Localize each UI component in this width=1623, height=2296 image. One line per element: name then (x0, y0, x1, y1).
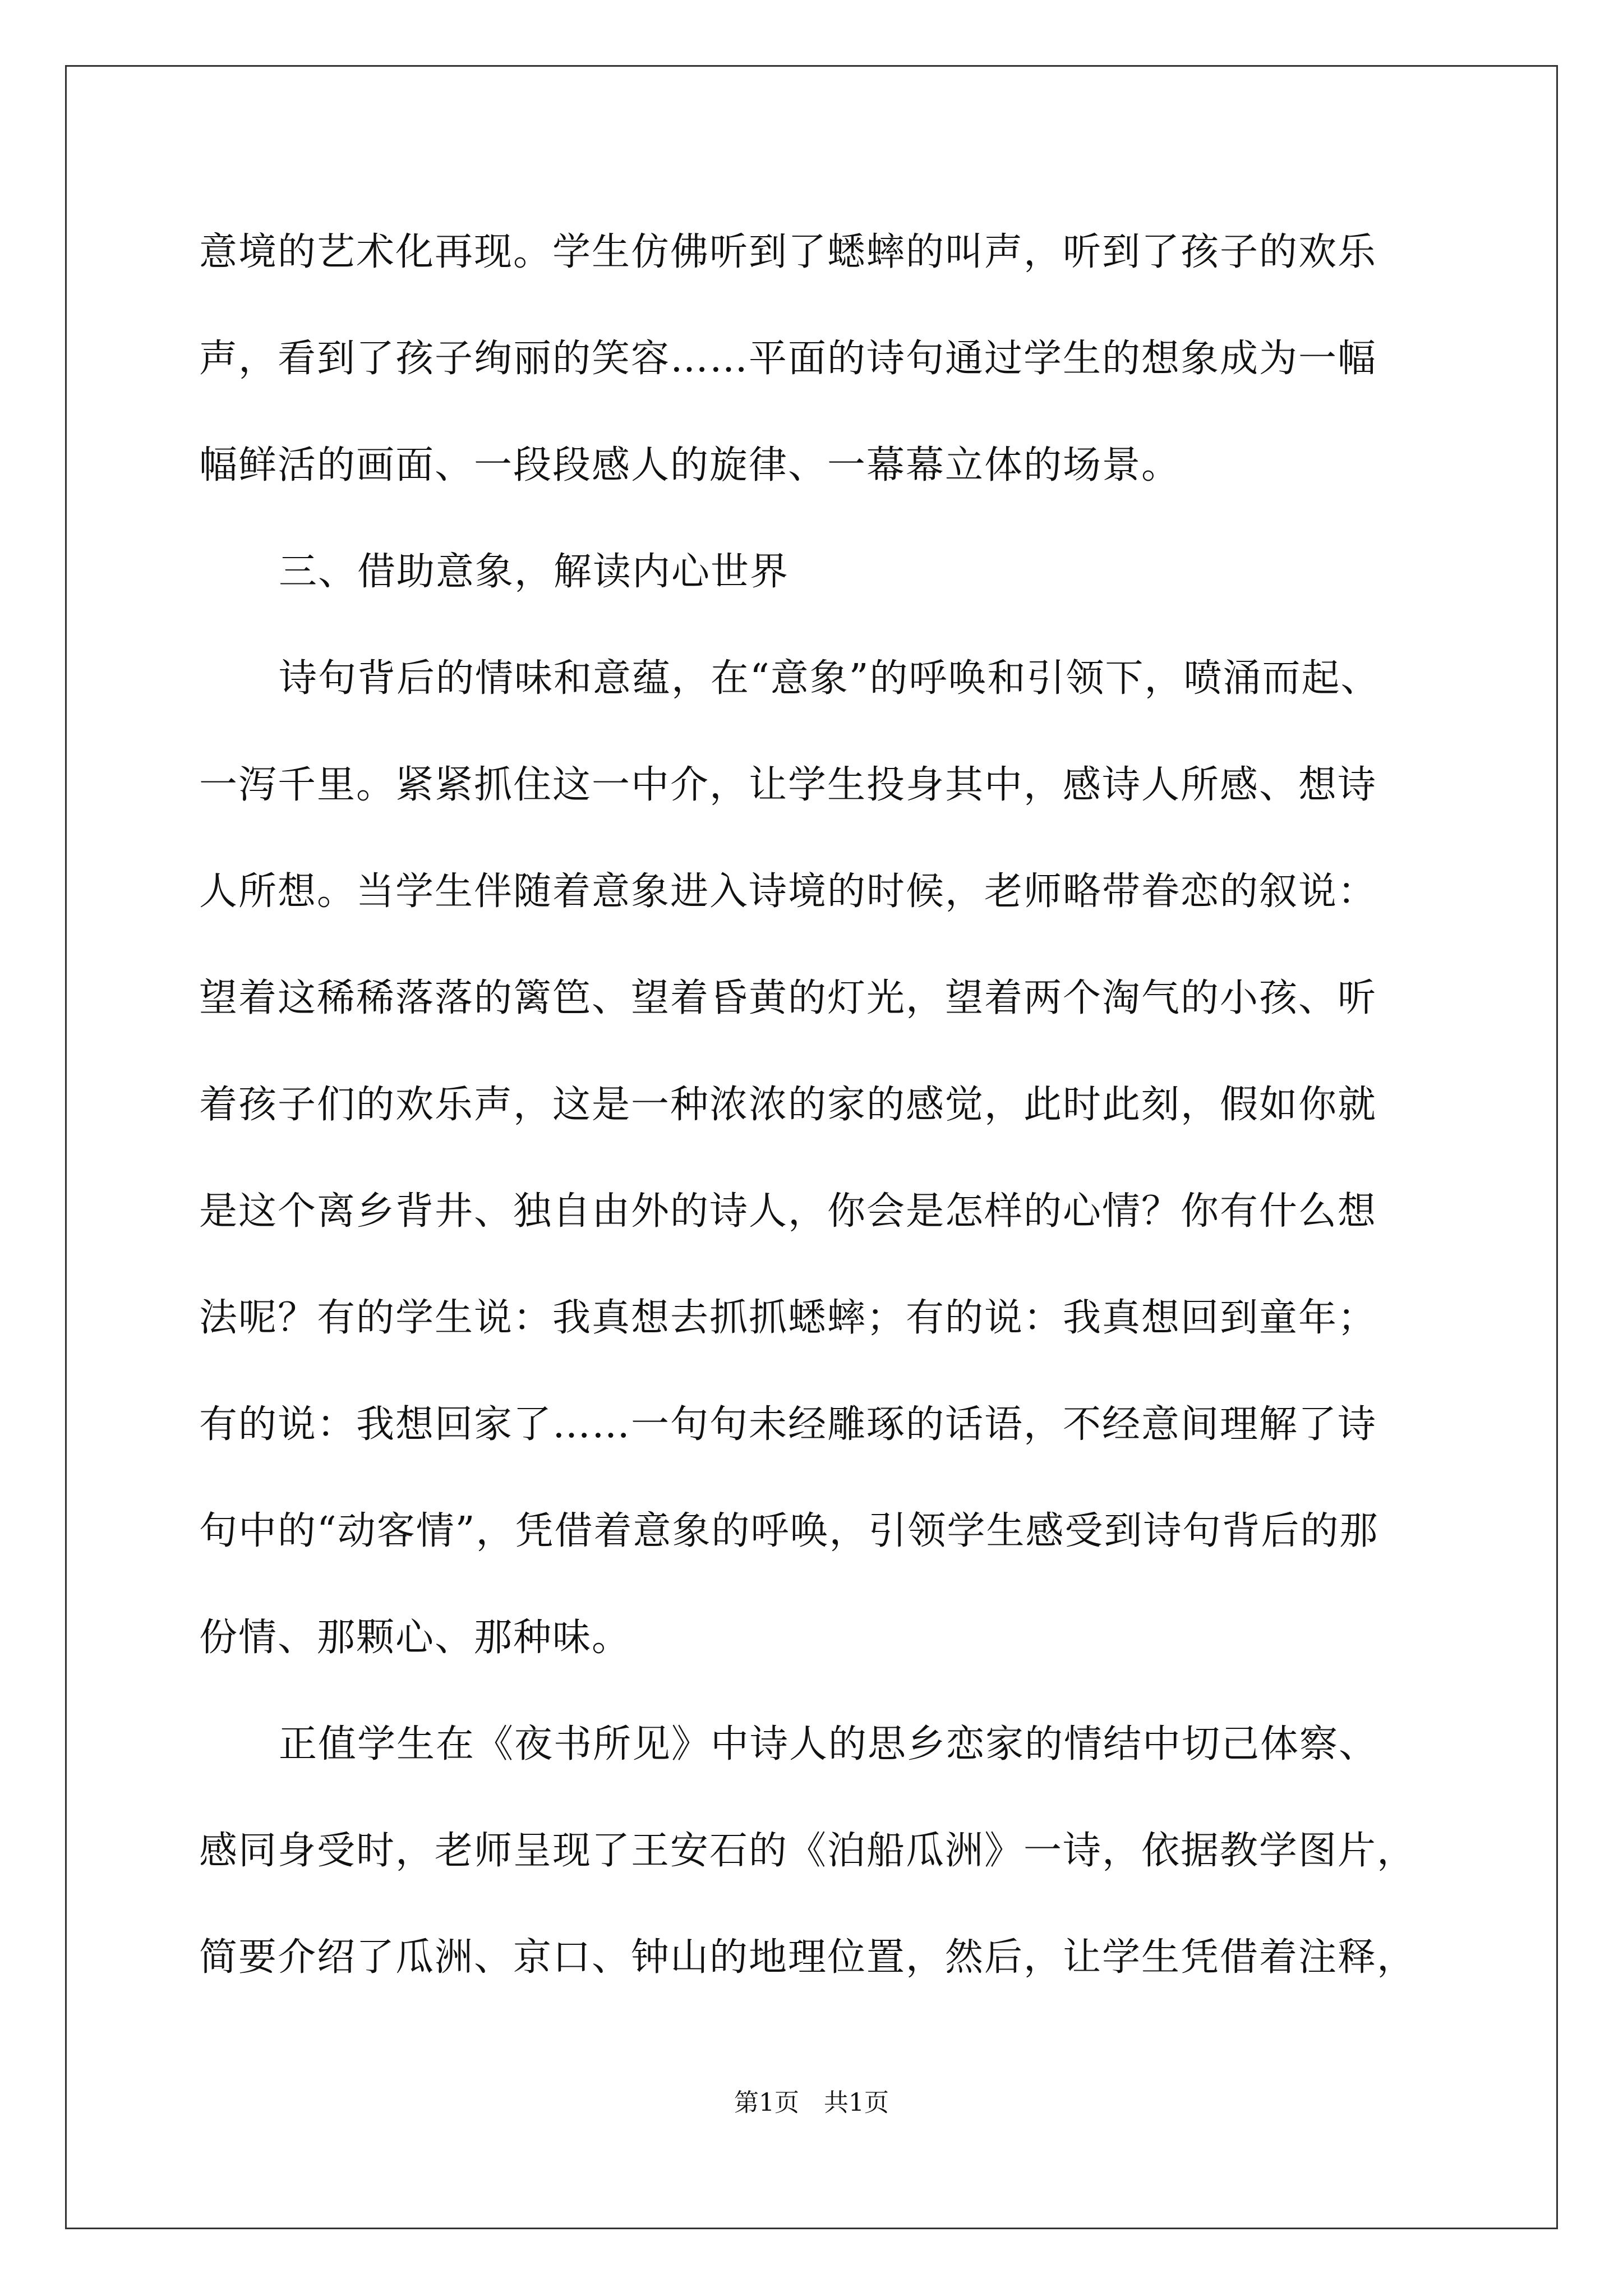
section-heading: 三、借助意象，解读内心世界 (279, 550, 790, 594)
paragraph-line: 一泻千里。紧紧抓住这一中介，让学生投身其中，感诗人所感、想诗 (199, 763, 1377, 807)
paragraph-line: 份情、那颗心、那种味。 (199, 1616, 631, 1660)
paragraph-line: 意境的艺术化再现。学生仿佛听到了蟋蟀的叫声，听到了孩子的欢乐 (199, 230, 1377, 274)
paragraph-line: 诗句背后的情味和意蕴，在“意象”的呼唤和引领下，喷涌而起、 (279, 656, 1380, 701)
paragraph-line: 人所想。当学生伴随着意象进入诗境的时候，老师略带眷恋的叙说： (199, 869, 1377, 914)
paragraph-line: 法呢？有的学生说：我真想去抓抓蟋蟀；有的说：我真想回到童年； (199, 1296, 1377, 1340)
paragraph-line: 感同身受时，老师呈现了王安石的《泊船瓜洲》一诗，依据教学图片， (199, 1829, 1417, 1873)
paragraph-line: 句中的“动客情”，凭借着意象的呼唤，引领学生感受到诗句背后的那 (199, 1509, 1379, 1553)
paragraph-line: 着孩子们的欢乐声，这是一种浓浓的家的感觉，此时此刻，假如你就 (199, 1083, 1377, 1127)
paragraph-line: 声，看到了孩子绚丽的笑容……平面的诗句通过学生的想象成为一幅 (199, 337, 1377, 381)
paragraph-line: 有的说：我想回家了……一句句未经雕琢的话语，不经意间理解了诗 (199, 1402, 1377, 1447)
page-footer: 第1页 共1页 (734, 2088, 889, 2117)
paragraph-line: 是这个离乡背井、独自由外的诗人，你会是怎样的心情？你有什么想 (199, 1189, 1377, 1234)
paragraph-line: 望着这稀稀落落的篱笆、望着昏黄的灯光，望着两个淘气的小孩、听 (199, 976, 1377, 1020)
paragraph-line: 正值学生在《夜书所见》中诗人的思乡恋家的情结中切己体察、 (279, 1722, 1378, 1766)
paragraph-line: 幅鲜活的画面、一段段感人的旋律、一幕幕立体的场景。 (199, 443, 1181, 487)
paragraph-line: 简要介绍了瓜洲、京口、钟山的地理位置，然后，让学生凭借着注释， (199, 1935, 1417, 1980)
